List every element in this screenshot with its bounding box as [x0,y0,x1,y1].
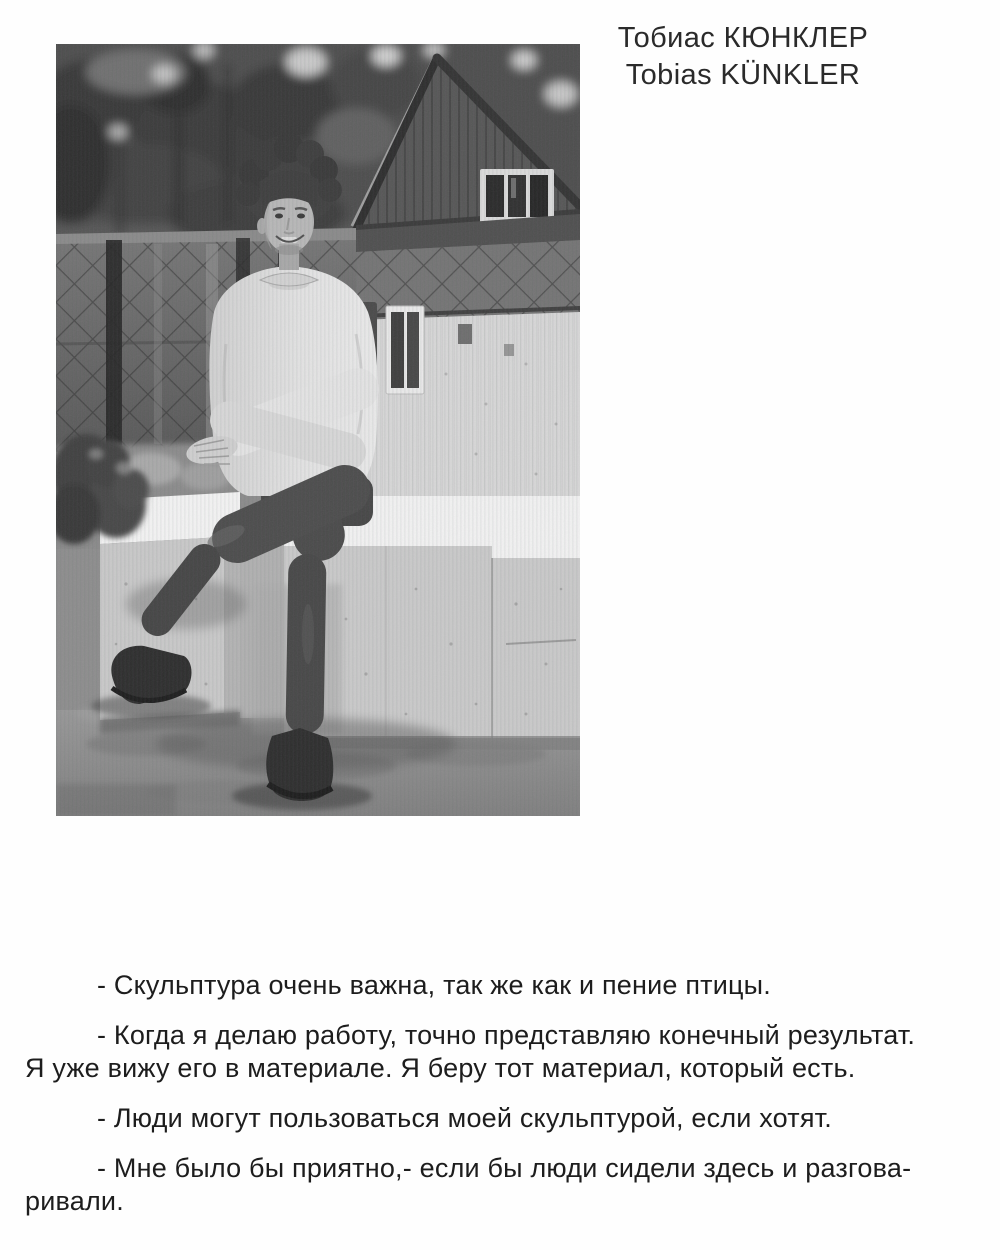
quote-line: - Скульптура очень важна, так же как и пение птицы. [97,970,771,1000]
quotes-block [25,969,970,1235]
quote-paragraph-3 [25,1102,970,1135]
quote-line: - Мне было бы приятно,- если бы люди сидели здесь и разгова- [97,1153,912,1183]
film-grain-overlay [56,44,580,816]
quote-line: - Когда я делаю работу, точно представляю конечный результат. [97,1020,916,1050]
quote-paragraph-1 [25,969,970,1002]
artist-name-russian: Тобиас КЮНКЛЕР [617,22,869,54]
portrait-photo [56,44,580,816]
artist-name-latin: Tobias KÜNKLER [625,59,861,91]
artist-name-block [563,20,923,94]
portrait-photo-illustration [56,44,580,816]
quote-paragraph-2 [25,1019,970,1085]
quote-line: Я уже вижу его в материале. Я беру тот материал, который есть. [25,1053,856,1083]
quote-line: - Люди могут пользоваться моей скульптурой, если хотят. [97,1103,832,1133]
quote-paragraph-4 [25,1152,970,1218]
quote-line: ривали. [25,1186,124,1216]
